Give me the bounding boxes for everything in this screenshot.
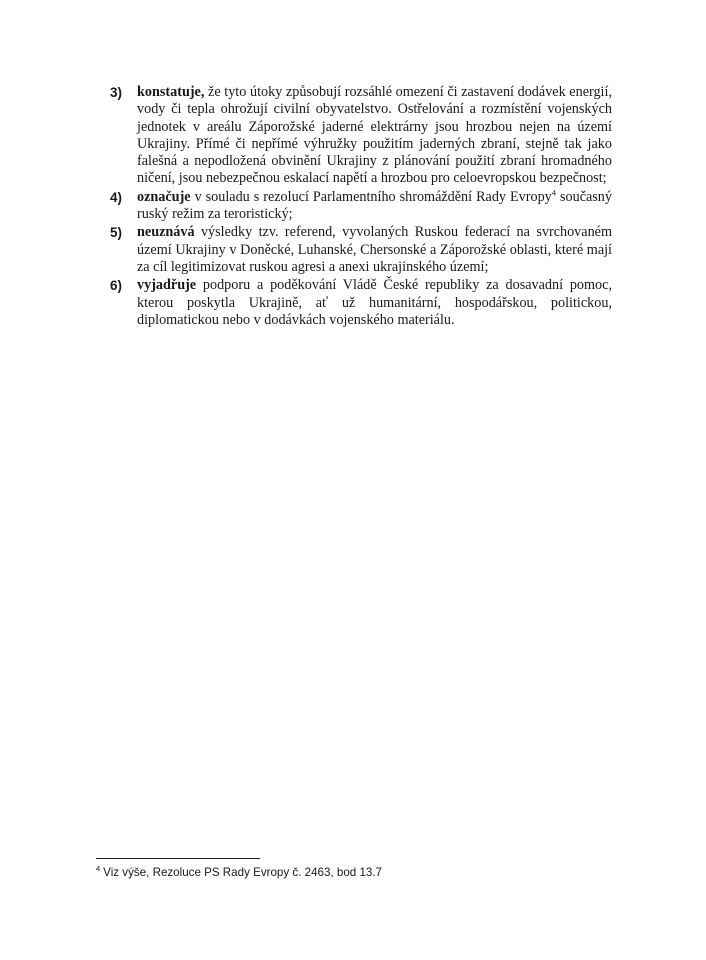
item-keyword: neuznává	[137, 224, 195, 241]
item-text-continued: současný ruský režim za teroristický;	[137, 188, 612, 223]
item-text: podporu a poděkování Vládě České republiky za dosavadní pomoc, kterou poskytla Ukrajině, ať už humanitární, hospodářskou, politickou, diplomatickou nebo v dodávkách vojenského materiálu.	[137, 277, 612, 328]
item-number: 4)	[110, 189, 123, 205]
item-keyword: konstatuje,	[137, 84, 205, 100]
item-text: v souladu s rezolucí Parlamentního shromáždění Rady Evropy	[190, 188, 552, 205]
footnote	[96, 865, 616, 880]
footnote-text: Viz výše, Rezoluce PS Rady Evropy č. 2463, bod 13.7	[103, 866, 383, 879]
list-item	[110, 84, 612, 188]
item-text: že tyto útoky způsobují rozsáhlé omezení či zastavení dodávek energií, vody či tepla ohrožují civilní obyvatelstvo. Ostřelování a rozmístění vojenských jednotek v areálu Záporožské jaderné elektrárny jsou hrozbou nejen na území Ukrajiny. Přímé či nepřímé výhružky použitím jaderných zbraní, stejně tak jako falešná a nepodložená obvinění Ukrajiny z plánování použití zbraní hromadného ničení, jsou nebezpečnou eskalací napětí a hrozbou pro celoevropskou bezpečnost;	[137, 84, 612, 187]
item-keyword: označuje	[137, 188, 191, 205]
list-item	[110, 277, 612, 329]
item-number: 6)	[110, 278, 123, 294]
footnote-separator	[96, 858, 260, 859]
list-item	[110, 224, 612, 276]
item-number: 5)	[110, 225, 123, 241]
item-text: výsledky tzv. referend, vyvolaných Ruskou federací na svrchovaném území Ukrajiny v Doněcké, Luhanské, Chersonské a Záporožské oblasti, které mají za cíl legitimizovat ruskou agresi a anexi ukrajinského území;	[137, 224, 612, 275]
footnote-reference: 4	[551, 187, 557, 198]
item-keyword: vyjadřuje	[137, 277, 197, 294]
resolution-items	[110, 84, 612, 330]
item-number: 3)	[110, 85, 123, 100]
footnote-mark: 4	[96, 864, 101, 874]
list-item	[110, 189, 612, 224]
